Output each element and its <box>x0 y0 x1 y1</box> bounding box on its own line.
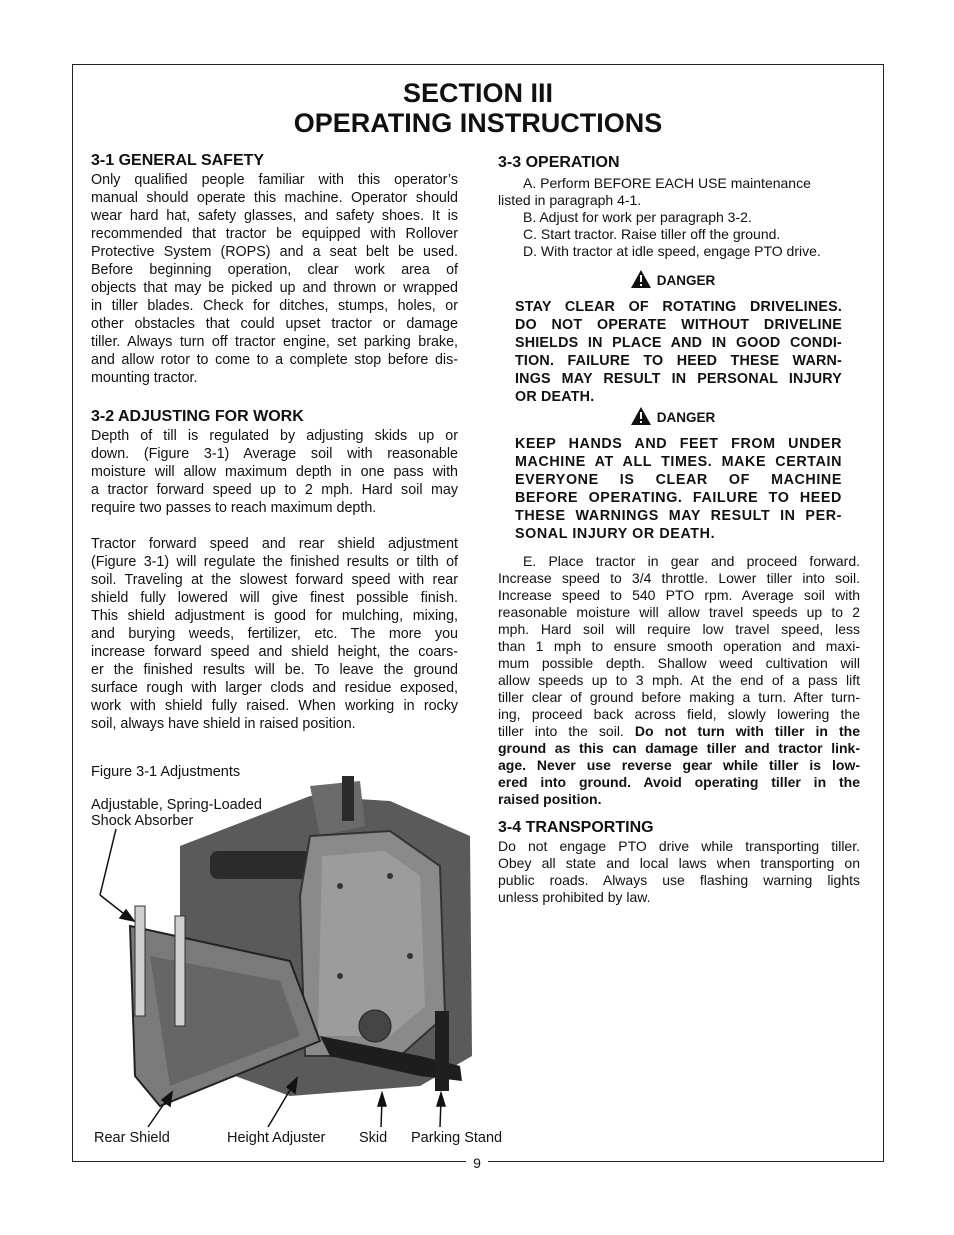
text-line: ered into ground. Avoid operating tiller in the <box>498 774 860 790</box>
transporting-section <box>498 818 860 906</box>
step-c: C. Start tractor. Raise tiller off the ground. <box>523 226 781 242</box>
text-bold: Do not turn with tiller in the <box>634 723 860 739</box>
text-line: shield fully lowered will give finest possible finish. <box>91 590 458 606</box>
text-line: a tractor forward speed up to 2 mph. Hard soil may <box>91 482 458 498</box>
danger-label-2: DANGER <box>656 410 716 425</box>
text-line: STAY CLEAR OF ROTATING DRIVELINES. <box>515 299 842 315</box>
text-line: and burying weeds, fertilizer, etc. The more you <box>91 626 458 642</box>
text-line: Before beginning operation, clear work area of <box>91 262 458 278</box>
text-line: manual should operate this machine. Operator should <box>91 190 458 206</box>
text-line: THESE WARNINGS MAY RESULT IN PER- <box>515 508 842 524</box>
text-line: EVERYONE IS CLEAR OF MACHINE <box>515 472 842 488</box>
text-line: wear hard hat, safety glasses, and safety shoes. It is <box>91 208 458 224</box>
operation-heading: 3-3 OPERATION <box>498 154 620 171</box>
step-a-line1: A. Perform BEFORE EACH USE maintenance <box>523 175 811 191</box>
section-title-line1: SECTION III <box>402 78 554 108</box>
text-line: soil. Traveling at the slowest forward speed with rear <box>91 572 458 588</box>
transporting-body <box>498 838 860 906</box>
text-line: ground as this can damage tiller and tractor link- <box>498 740 860 756</box>
adjusting-heading: 3-2 ADJUSTING FOR WORK <box>91 408 304 425</box>
shock-absorber-label-2: Shock Absorber <box>91 813 194 829</box>
text-line: SONAL INJURY OR DEATH. <box>515 526 716 542</box>
text-line <box>498 723 860 740</box>
text-line: This shield adjustment is good for mulching, mixing, <box>91 608 458 624</box>
section-title-line2: OPERATING INSTRUCTIONS <box>293 108 663 138</box>
text-line: down. (Figure 3-1) Average soil with reasonable <box>91 446 458 462</box>
transporting-heading: 3-4 TRANSPORTING <box>498 819 654 836</box>
warning-icon <box>631 407 651 425</box>
step-e-body <box>498 553 860 808</box>
text-line: raised position. <box>498 791 602 807</box>
text-line: surface rough with larger clods and residue exposed, <box>91 680 458 696</box>
text-line: public roads. Always use flashing warning lights <box>498 872 860 888</box>
text-plain: tiller into the soil. <box>498 723 635 739</box>
danger-heading-2 <box>618 407 728 425</box>
text-line: age. Never use reverse gear while tiller is low- <box>498 757 860 773</box>
step-e <box>498 553 860 808</box>
text-line: DO NOT OPERATE WITHOUT DRIVELINE <box>515 317 842 333</box>
text-line: Depth of till is regulated by adjusting skids up or <box>91 428 458 444</box>
text-line: Protective System (ROPS) and a seat belt be used. <box>91 244 458 260</box>
text-line: Tractor forward speed and rear shield adjustment <box>91 536 458 552</box>
text-line: Only qualified people familiar with this operator’s <box>91 172 458 188</box>
text-line: Increase speed to 540 PTO rpm. Average soil with <box>498 587 860 603</box>
warning-icon <box>631 270 651 288</box>
text-line: Do not engage PTO drive while transporting tiller. <box>498 838 860 854</box>
text-line: Obey all state and local laws when transporting on <box>498 855 860 871</box>
operation-section <box>498 153 860 260</box>
text-line: KEEP HANDS AND FEET FROM UNDER <box>515 436 842 452</box>
figure-caption: Figure 3-1 Adjustments <box>91 764 241 780</box>
text-line: INGS MAY RESULT IN PERSONAL INJURY <box>515 371 842 387</box>
general-safety-heading: 3-1 GENERAL SAFETY <box>91 152 265 169</box>
text-line: SHIELDS IN PLACE AND IN GOOD CONDI- <box>515 335 842 351</box>
text-line: mum possible depth. Shallow weed cultivation will <box>498 655 860 671</box>
text-line: other obstacles that could upset tractor or damage <box>91 316 458 332</box>
text-line: moisture will allow maximum depth in one pass with <box>91 464 458 480</box>
text-line: E. Place tractor in gear and proceed forward. <box>523 553 860 569</box>
text-line: work with shield fully raised. When working in rocky <box>91 698 458 714</box>
text-line: (Figure 3-1) will regulate the finished results or tilth of <box>91 554 458 570</box>
parking-stand-label: Parking Stand <box>411 1130 503 1146</box>
text-line: TION. FAILURE TO HEED THESE WARN- <box>515 353 842 369</box>
danger-heading-1 <box>618 270 728 288</box>
text-line: er the finished results will be. To leave the ground <box>91 662 458 678</box>
text-line: in tiller blades. Check for ditches, stumps, holes, or <box>91 298 458 314</box>
text-line: recommended that tractor be equipped with Rollover <box>91 226 458 242</box>
step-a-line2: listed in paragraph 4-1. <box>498 192 642 208</box>
text-line: OR DEATH. <box>515 389 595 405</box>
text-line: tiller. Always turn off tractor engine, set parking brake, <box>91 334 458 350</box>
text-line: BEFORE OPERATING. FAILURE TO HEED <box>515 490 842 506</box>
text-line: Increase speed to 3/4 throttle. Lower tiller into soil. <box>498 570 860 586</box>
text-line: objects that may be picked up and thrown or wrapped <box>91 280 458 296</box>
page-number: 9 <box>466 1155 488 1171</box>
text-line: soil, always have shield in raised position. <box>91 716 356 732</box>
danger-text-1 <box>515 298 842 406</box>
shock-absorber-label-1: Adjustable, Spring-Loaded <box>91 797 262 813</box>
step-b: B. Adjust for work per paragraph 3-2. <box>523 209 752 225</box>
text-line: mounting tractor. <box>91 370 198 386</box>
text-line: unless prohibited by law. <box>498 889 651 905</box>
text-line: mph. Hard soil will require low travel speed, less <box>498 621 860 637</box>
text-line: reasonable moisture will allow travel speeds up to 2 <box>498 604 860 620</box>
text-line: and allow rotor to come to a complete stop before dis- <box>91 352 458 368</box>
text-line: increase forward speed and shield height, the coars- <box>91 644 458 660</box>
danger-text-2 <box>515 435 842 543</box>
skid-label: Skid <box>359 1130 388 1146</box>
text-line: tiller clear of ground before making a turn. After turn- <box>498 689 860 705</box>
text-line: require two passes to reach maximum depth. <box>91 500 377 516</box>
text-line: ing, proceed back across field, slowly lowering the <box>498 706 860 722</box>
text-line: MACHINE AT ALL TIMES. MAKE CERTAIN <box>515 454 842 470</box>
step-d: D. With tractor at idle speed, engage PTO drive. <box>523 243 821 259</box>
danger-label-1: DANGER <box>656 273 716 288</box>
rear-shield-label: Rear Shield <box>94 1130 170 1146</box>
height-adjuster-label: Height Adjuster <box>227 1130 326 1146</box>
text-line: allow speeds up to 3 mph. At the end of a pass lift <box>498 672 860 688</box>
text-line: than 1 mph to ensure smooth operation and maxi- <box>498 638 860 654</box>
